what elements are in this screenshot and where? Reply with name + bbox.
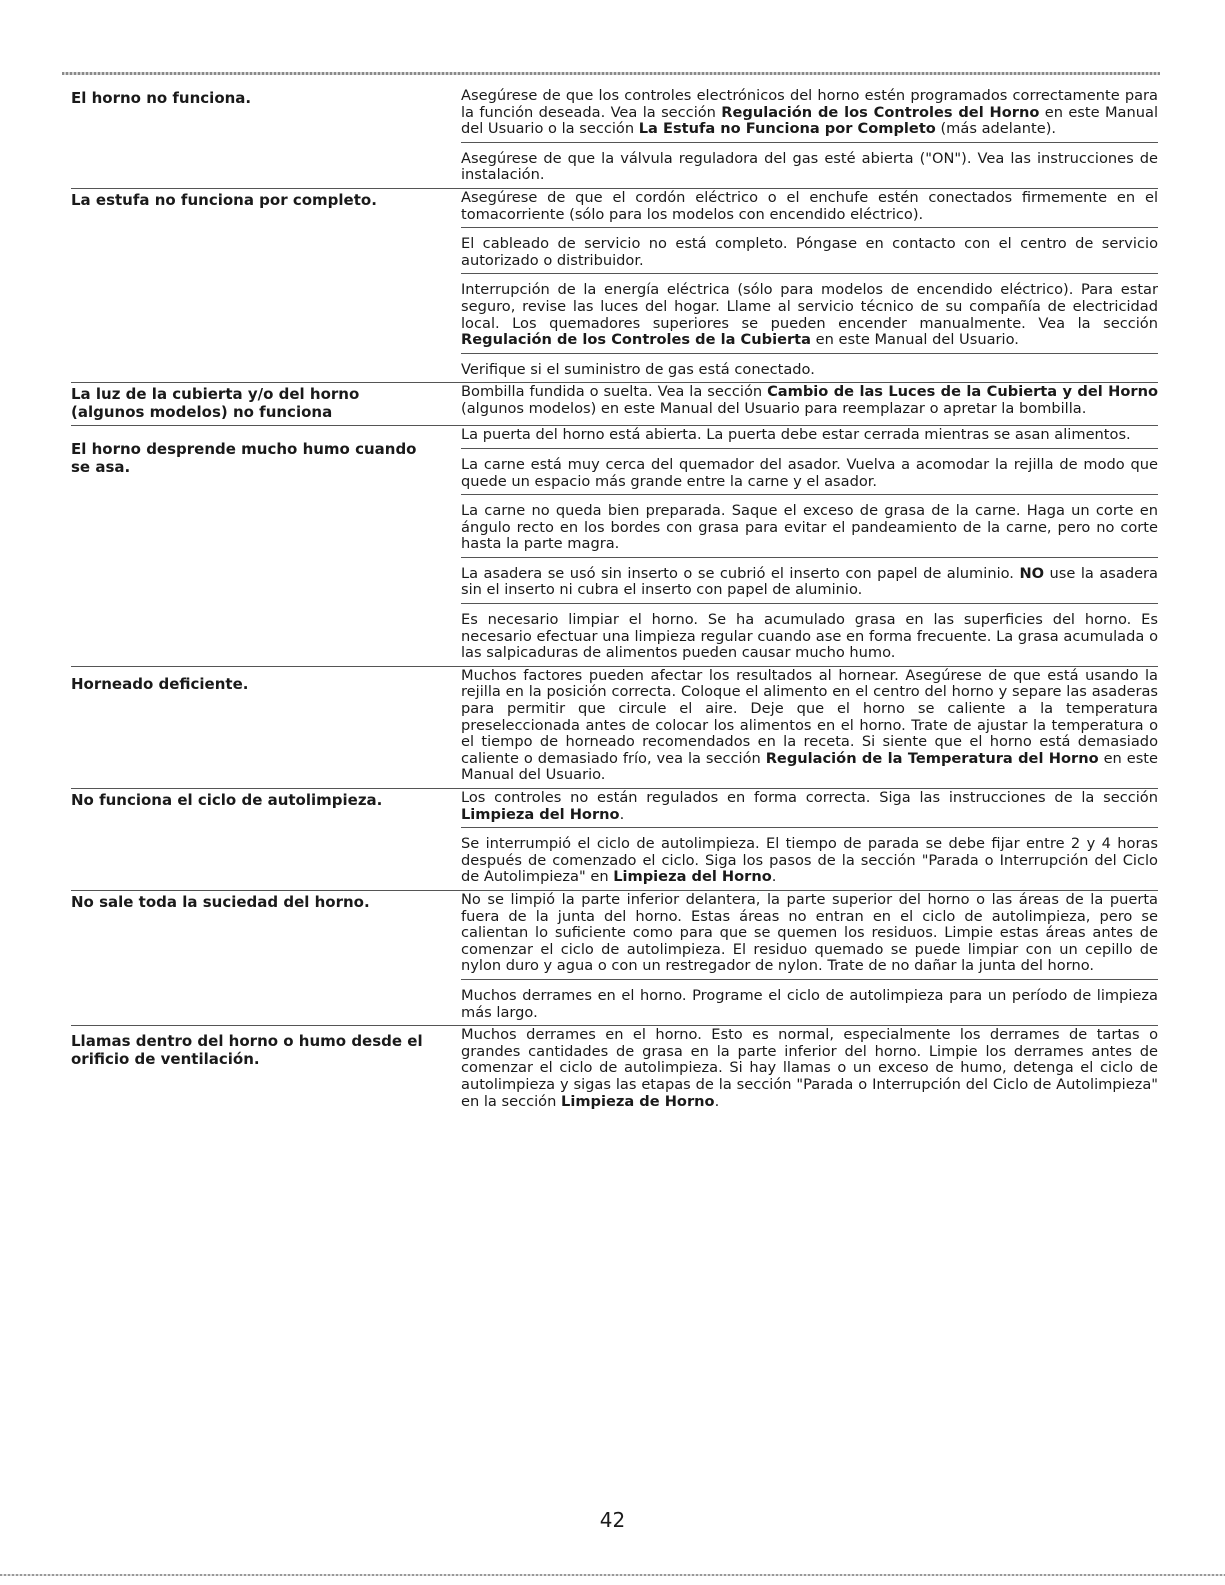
- solution-item: Muchos derrames en el horno. Programe el ciclo de autolimpieza para un período de limpieza más largo.: [461, 986, 1158, 1021]
- solution-item: Muchos derrames en el horno. Esto es normal, especialmente los derrames de tartas o grandes cantidades de grasa en la parte inferior del horno. Limpie los derrames antes de comenzar el ciclo de autolimpieza. Si hay llamas o un exceso de humo, detenga el ciclo de autolimpieza y sigas las etapas de la sección "Parada o Interrupción del Ciclo de Autolimpieza" en la sección Limpieza de Horno.: [461, 1026, 1158, 1110]
- table-row: [71, 426, 1158, 667]
- solutions-list: [461, 789, 1158, 890]
- solution-item: Asegúrese de que el cordón eléctrico o el enchufe estén conectados firmemente en el tomacorriente (sólo para los modelos con encendido eléctrico).: [461, 189, 1158, 228]
- solution-item: No se limpió la parte inferior delantera, la parte superior del horno o las áreas de la puerta fuera de la junta del horno. Estas áreas no entran en el ciclo de autolimpieza, pero se calientan lo suficiente como para que se quemen los residuos. Limpie estas áreas antes de comenzar el ciclo de autolimpieza. El residuo quemado se puede limpiar con un cepillo de nylon duro y agua o con un restregador de nylon. Trate de no dañar la junta del horno.: [461, 891, 1158, 980]
- solution-item: La carne no queda bien preparada. Saque el exceso de grasa de la carne. Haga un corte en ángulo recto en los bordes con grasa para evitar el pandeamiento de la carne, pero no corte hasta la parte magra.: [461, 502, 1158, 558]
- solution-item: La carne está muy cerca del quemador del asador. Vuelva a acomodar la rejilla de modo que quede un espacio más grande entre la carne y el asador.: [461, 456, 1158, 495]
- solutions-list: [461, 189, 1158, 382]
- solutions-list: [461, 426, 1158, 666]
- solution-item: Se interrumpió el ciclo de autolimpieza. El tiempo de parada se debe fijar entre 2 y 4 horas después de comenzado el ciclo. Siga los pasos de la sección "Parada o Interrupción del Ciclo de Autolimpieza" en Limpieza del Horno.: [461, 835, 1158, 886]
- solution-item: Asegúrese de que la válvula reguladora del gas esté abierta ("ON"). Vea las instrucciones de instalación.: [461, 149, 1158, 184]
- solution-item: El cableado de servicio no está completo. Póngase en contacto con el centro de servicio autorizado o distribuidor.: [461, 235, 1158, 274]
- solution-item: Verifique si el suministro de gas está conectado.: [461, 360, 815, 378]
- solutions-list: [461, 383, 1158, 425]
- solutions-list: [461, 667, 1158, 788]
- page-number: 42: [599, 1508, 626, 1532]
- table-row: [71, 189, 1158, 383]
- troubleshooting-table: [71, 87, 1158, 1114]
- table-row: [71, 667, 1158, 789]
- problem-label: No funciona el ciclo de autolimpieza.: [71, 791, 383, 809]
- top-dotted-rule: [62, 72, 1160, 75]
- solution-item: Asegúrese de que los controles electrónicos del horno estén programados correctamente para la función deseada. Vea la sección Regulación de los Controles del Horno en este Manual del Usuario o la sección La Estufa no Funciona por Completo (más adelante).: [461, 87, 1158, 143]
- bottom-dotted-rule: [0, 1574, 1225, 1576]
- solutions-list: [461, 87, 1158, 188]
- problem-label: La luz de la cubierta y/o del horno (algunos modelos) no funciona: [71, 385, 360, 422]
- solution-item: La asadera se usó sin inserto o se cubrió el inserto con papel de aluminio. NO use la asadera sin el inserto ni cubra el inserto con papel de aluminio.: [461, 565, 1158, 604]
- solution-item: Muchos factores pueden afectar los resultados al hornear. Asegúrese de que está usando la rejilla en la posición correcta. Coloque el alimento en el centro del horno y separe las asaderas para permitir que circule el aire. Deje que el horno se caliente a la temperatura preseleccionada antes de colocar los alimentos en el horno. Trate de ajustar la temperatura o el tiempo de horneado recomendados en la receta. Si siente que el horno está demasiado caliente o demasiado frío, vea la sección Regulación de la Temperatura del Horno en este Manual del Usuario.: [461, 666, 1159, 784]
- problem-label: Horneado deficiente.: [71, 674, 249, 693]
- solutions-list: [461, 1026, 1158, 1114]
- solution-item: Es necesario limpiar el horno. Se ha acumulado grasa en las superficies del horno. Es necesario efectuar una limpieza regular cuando ase en forma frecuente. La grasa acumulada o las salpicaduras de alimentos pueden causar mucho humo.: [461, 611, 1158, 662]
- solutions-list: [461, 891, 1158, 1025]
- problem-label: La estufa no funciona por completo.: [71, 190, 377, 209]
- solution-item: Los controles no están regulados en forma correcta. Siga las instrucciones de la sección Limpieza del Horno.: [461, 789, 1158, 828]
- solution-item: Interrupción de la energía eléctrica (sólo para modelos de encendido eléctrico). Para estar seguro, revise las luces del hogar. Llame al servicio técnico de su compañía de electricidad local. Los quemadores superiores se pueden encender manualmente. Vea la sección Regulación de los Controles de la Cubierta en este Manual del Usuario.: [461, 281, 1158, 353]
- problem-label: El horno no funciona.: [71, 89, 252, 107]
- problem-label: Llamas dentro del horno o humo desde el orificio de ventilación.: [71, 1032, 423, 1069]
- solution-item: La puerta del horno está abierta. La puerta debe estar cerrada mientras se asan alimentos.: [461, 426, 1158, 449]
- problem-label: El horno desprende mucho humo cuando se asa.: [71, 440, 417, 477]
- solution-item: Bombilla fundida o suelta. Vea la sección Cambio de las Luces de la Cubierta y del Horno (algunos modelos) en este Manual del Usuario para reemplazar o apretar la bombilla.: [461, 383, 1158, 417]
- problem-label: No sale toda la suciedad del horno.: [71, 892, 370, 911]
- table-row: [71, 383, 1158, 426]
- table-row: [71, 1026, 1158, 1114]
- table-row: [71, 891, 1158, 1026]
- table-row: [71, 87, 1158, 189]
- table-row: [71, 789, 1158, 891]
